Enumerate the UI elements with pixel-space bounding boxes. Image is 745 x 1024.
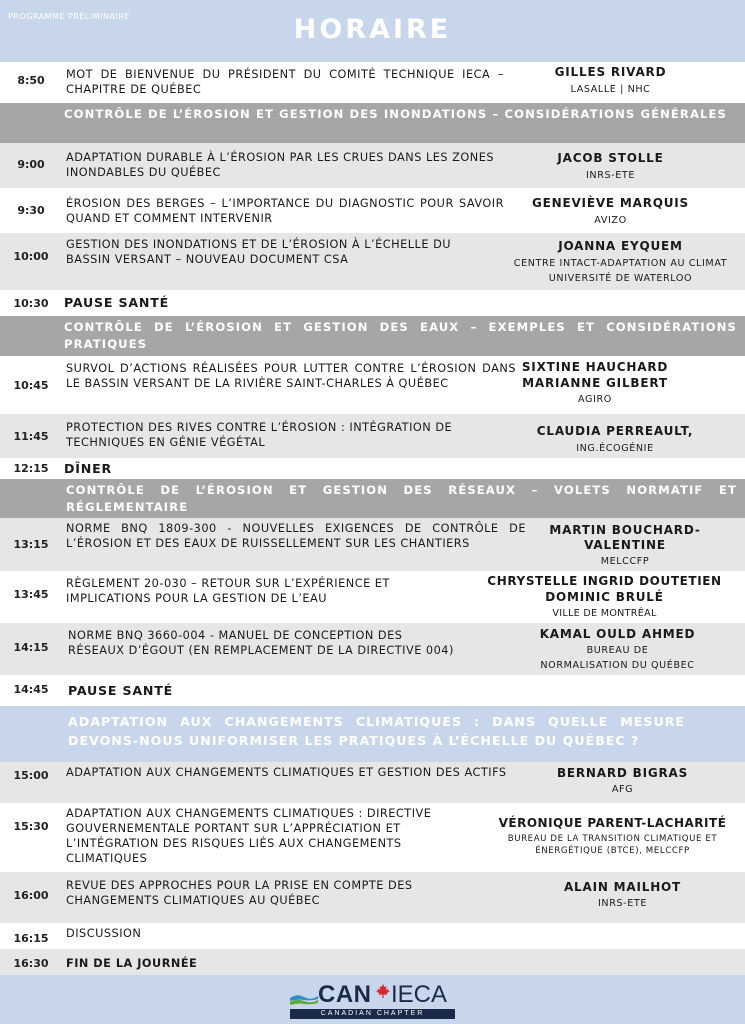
talk-title: ADAPTATION AUX CHANGEMENTS CLIMATIQUES : DIRECTIVE GOUVERNEMENTALE PORTANT SUR L’APPRÉCIATION ET L’INTÉGRATION DES RISQUES LIÉS AUX CHANGEMENTS CLIMATIQUES (66, 807, 432, 865)
schedule-row (0, 356, 745, 414)
speaker-affiliation-2: NORMALISATION DU QUÉBEC (540, 660, 695, 671)
speaker-name-2: DOMINIC BRULÉ (545, 590, 664, 604)
talk-title: NORME BNQ 1809-300 - NOUVELLES EXIGENCES DE CONTRÔLE DE L’ÉROSION ET DES EAUX DE RUISSELLEMENT SUR LES CHANTIERS (66, 522, 526, 550)
talk-title: MOT DE BIENVENUE DU PRÉSIDENT DU COMITÉ TECHNIQUE IECA – CHAPITRE DE QUÉBEC (66, 68, 504, 96)
talk-title: SURVOL D’ACTIONS RÉALISÉES POUR LUTTER CONTRE L’ÉROSION DANS LE BASSIN VERSANT DE LA RIVIÈRE SAINT-CHARLES À QUÉBEC (66, 362, 516, 390)
logo-can-text: CAN (318, 981, 372, 1008)
talk-title: ADAPTATION DURABLE À L’ÉROSION PAR LES CRUES DANS LES ZONES INONDABLES DU QUÉBEC (66, 151, 495, 179)
speaker-name: VÉRONIQUE PARENT-LACHARITÉ (498, 816, 727, 830)
speaker-block (510, 766, 735, 797)
speaker-name: KAMAL OULD AHMED (539, 627, 696, 641)
speaker-block (478, 151, 743, 183)
row-time: 14:45 (13, 683, 49, 696)
row-time: 10:30 (13, 297, 49, 310)
speaker-affiliation: MELCCFP (600, 556, 650, 567)
speaker-block (478, 65, 743, 97)
talk-title: FIN DE LA JOURNÉE (66, 957, 198, 970)
row-time: 9:00 (17, 158, 45, 171)
talk-title: ADAPTATION AUX CHANGEMENTS CLIMATIQUES ET GESTION DES ACTIFS (66, 766, 507, 779)
row-time: 15:00 (13, 769, 49, 782)
schedule-row (0, 571, 745, 623)
page-header (0, 0, 745, 62)
speaker-name: ALAIN MAILHOT (563, 880, 682, 894)
pause-label: PAUSE SANTÉ (64, 295, 170, 310)
maple-leaf-icon (376, 984, 390, 998)
page-footer (0, 975, 745, 1024)
logo-subtitle: CANADIAN CHAPTER (290, 1009, 455, 1019)
section-title: CONTRÔLE DE L’ÉROSION ET GESTION DES INONDATIONS – CONSIDÉRATIONS GÉNÉRALES (64, 107, 727, 121)
speaker-name: SIXTINE HAUCHARD (521, 360, 669, 374)
row-time: 8:50 (17, 74, 45, 87)
row-time: 10:45 (13, 379, 49, 392)
speaker-affiliation: AGIRO (578, 394, 612, 405)
section-title: CONTRÔLE DE L’ÉROSION ET GESTION DES RÉSEAUX – VOLETS NORMATIF ET RÉGLEMENTAIRE (66, 483, 737, 514)
speaker-affiliation: CENTRE INTACT-ADAPTATION AU CLIMAT UNIVERSITÉ DE WATERLOO (513, 258, 728, 284)
schedule-row (0, 872, 745, 923)
can-ieca-logo (290, 981, 455, 1019)
page-title: HORAIRE (293, 14, 452, 45)
schedule-row (0, 675, 745, 706)
wave-icon (290, 993, 318, 1007)
section-title: ADAPTATION AUX CHANGEMENTS CLIMATIQUES : DANS QUELLE MESURE DEVONS-NOUS UNIFORMISER LES PRATIQUES À L’ÉCHELLE DU QUÉBEC ? (68, 714, 685, 748)
speaker-name: MARTIN BOUCHARD-VALENTINE (549, 523, 701, 552)
schedule-row (0, 923, 745, 949)
pause-label: PAUSE SANTÉ (68, 683, 174, 698)
talk-title: DISCUSSION (66, 927, 142, 940)
row-time: 14:15 (13, 641, 49, 654)
section-header (0, 706, 745, 762)
talk-title: ÉROSION DES BERGES – L’IMPORTANCE DU DIAGNOSTIC POUR SAVOIR QUAND ET COMMENT INTERVENIR (66, 197, 504, 225)
row-time: 11:45 (13, 430, 49, 443)
speaker-affiliation: ING.ÉCOGÉNIE (576, 443, 654, 454)
section-header (0, 103, 745, 143)
row-time: 10:00 (13, 250, 49, 263)
section-header (0, 316, 745, 356)
speaker-affiliation: BUREAU DE LA TRANSITION CLIMATIQUE ET ÉNERGÉTIQUE (BTCE), MELCCFP (507, 834, 718, 856)
row-time: 9:30 (17, 204, 45, 217)
schedule-row (0, 290, 745, 316)
row-time: 16:00 (13, 889, 49, 902)
schedule-row (0, 803, 745, 872)
speaker-block (480, 816, 745, 857)
speaker-affiliation: AFG (611, 784, 634, 795)
speaker-name: JOANNA EYQUEM (558, 239, 683, 253)
speaker-block (500, 627, 735, 673)
talk-title: PROTECTION DES RIVES CONTRE L’ÉROSION : INTÉGRATION DE TECHNIQUES EN GÉNIE VÉGÉTAL (66, 421, 453, 449)
speaker-name: CHRYSTELLE INGRID DOUTETIEN (487, 574, 722, 588)
speaker-name: JACOB STOLLE (557, 151, 664, 165)
speaker-affiliation: AVIZO (594, 215, 627, 226)
speaker-block (530, 523, 720, 569)
speaker-block (466, 574, 743, 621)
row-time: 16:30 (13, 957, 49, 970)
speaker-name: GENEVIÈVE MARQUIS (531, 196, 690, 210)
schedule-row (0, 233, 745, 290)
schedule-row (0, 458, 745, 479)
speaker-name: BERNARD BIGRAS (556, 766, 689, 780)
row-time: 12:15 (13, 462, 49, 475)
speaker-name: GILLES RIVARD (554, 65, 667, 79)
schedule-row (0, 62, 745, 103)
talk-title: REVUE DES APPROCHES POUR LA PRISE EN COMPTE DES CHANGEMENTS CLIMATIQUES AU QUÉBEC (66, 879, 413, 907)
section-header (0, 479, 745, 518)
schedule-row (0, 518, 745, 571)
section-title: CONTRÔLE DE L’ÉROSION ET GESTION DES EAUX – EXEMPLES ET CONSIDÉRATIONS PRATIQUES (64, 320, 737, 351)
speaker-name-2: MARIANNE GILBERT (522, 376, 668, 390)
speaker-block (490, 424, 740, 456)
talk-title: RÈGLEMENT 20-030 – RETOUR SUR L’EXPÉRIENCE ET IMPLICATIONS POUR LA GESTION DE L’EAU (66, 577, 390, 605)
speaker-affiliation: BUREAU DE (586, 645, 649, 656)
row-time: 13:45 (13, 588, 49, 601)
talk-title: NORME BNQ 3660-004 - MANUEL DE CONCEPTION DES RÉSEAUX D’ÉGOUT (EN REMPLACEMENT DE LA DIRECTIVE 004) (68, 629, 454, 657)
schedule-row (0, 949, 745, 975)
schedule-row (0, 762, 745, 803)
speaker-block (478, 196, 743, 228)
lunch-label: DÎNER (64, 461, 112, 476)
speaker-name: CLAUDIA PERREAULT, (536, 424, 694, 438)
speaker-affiliation: VILLE DE MONTRÉAL (552, 608, 657, 619)
schedule-row (0, 188, 745, 233)
row-time: 13:15 (13, 538, 49, 551)
speaker-affiliation: INRS-ETE (585, 170, 635, 181)
speaker-affiliation: INRS-ETE (597, 898, 647, 909)
logo-ieca-text: IECA (391, 981, 448, 1008)
schedule-row (0, 143, 745, 188)
speaker-affiliation: LASALLE | NHC (570, 84, 651, 95)
speaker-block (510, 880, 735, 911)
schedule-row (0, 414, 745, 458)
row-time: 15:30 (13, 820, 49, 833)
row-time: 16:15 (13, 932, 49, 945)
speaker-block (498, 239, 743, 286)
speaker-block (490, 360, 700, 407)
preliminary-label: PROGRAMME PRÉLIMINAIRE (8, 12, 130, 21)
schedule-row (0, 623, 745, 675)
talk-title: GESTION DES INONDATIONS ET DE L’ÉROSION À L’ÉCHELLE DU BASSIN VERSANT – NOUVEAU DOCUMENT CSA (66, 238, 452, 266)
